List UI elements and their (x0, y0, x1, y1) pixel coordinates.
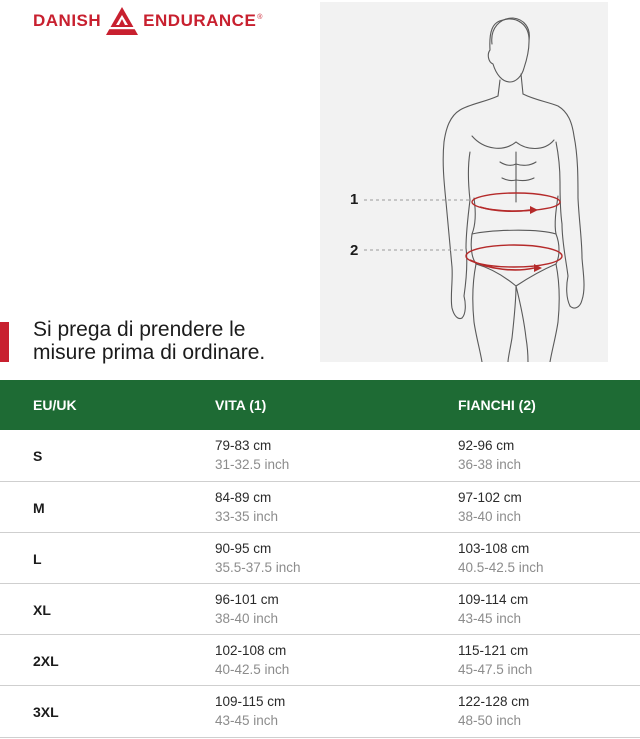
male-body-outline-icon (320, 2, 608, 362)
marker-1-label: 1 (350, 191, 359, 208)
fianchi-cell (458, 692, 529, 730)
vita-cell (215, 436, 289, 474)
vita-inch: 38-40 inch (215, 611, 279, 626)
fianchi-cell (458, 539, 544, 577)
measure-note (33, 318, 313, 364)
registered-mark: ® (257, 14, 263, 21)
brand-word-left: DANISH (33, 11, 102, 30)
note-accent-bar (0, 322, 9, 362)
vita-cm: 79-83 cm (215, 438, 272, 453)
size-cell: 2XL (33, 652, 59, 669)
fianchi-inch: 38-40 inch (458, 509, 522, 524)
note-line-1: Si prega di prendere le (33, 318, 246, 341)
vita-cell (215, 692, 285, 730)
table-row (0, 482, 640, 533)
header-eu-uk: EU/UK (33, 397, 77, 413)
fianchi-cm: 103-108 cm (458, 541, 530, 556)
size-cell: L (33, 550, 42, 567)
vita-cm: 96-101 cm (215, 592, 279, 607)
vita-inch: 40-42.5 inch (215, 662, 290, 677)
vita-cell (215, 488, 278, 526)
table-row (0, 533, 640, 584)
fianchi-cell (458, 436, 521, 474)
note-line-2: misure prima di ordinare. (33, 341, 266, 364)
fianchi-inch: 48-50 inch (458, 713, 522, 728)
vita-cm: 102-108 cm (215, 643, 287, 658)
table-row (0, 584, 640, 635)
table-row (0, 635, 640, 686)
vita-inch: 35.5-37.5 inch (215, 560, 301, 575)
vita-cm: 90-95 cm (215, 541, 272, 556)
fianchi-cell (458, 488, 522, 526)
fianchi-cm: 92-96 cm (458, 438, 515, 453)
fianchi-inch: 36-38 inch (458, 457, 522, 472)
vita-cell (215, 539, 301, 577)
vita-inch: 43-45 inch (215, 713, 279, 728)
header-vita: VITA (1) (215, 397, 267, 413)
fianchi-cell (458, 641, 532, 679)
header-fianchi: FIANCHI (2) (458, 397, 536, 413)
fianchi-cm: 109-114 cm (458, 592, 529, 607)
table-row (0, 430, 640, 482)
vita-cm: 109-115 cm (215, 694, 286, 709)
table-row (0, 686, 640, 738)
size-cell: XL (33, 601, 51, 618)
size-table (0, 380, 640, 738)
fianchi-cm: 97-102 cm (458, 490, 522, 505)
fianchi-cm: 122-128 cm (458, 694, 530, 709)
mountain-logo-icon (105, 6, 139, 36)
vita-cm: 84-89 cm (215, 490, 272, 505)
brand-logo (33, 6, 262, 36)
size-cell: 3XL (33, 704, 59, 720)
vita-cell (215, 590, 279, 628)
size-cell: M (33, 499, 45, 516)
fianchi-cell (458, 590, 528, 628)
marker-2-label: 2 (350, 242, 359, 259)
vita-inch: 33-35 inch (215, 509, 279, 524)
size-cell: S (33, 448, 43, 464)
fianchi-inch: 40.5-42.5 inch (458, 560, 544, 575)
table-header (0, 380, 640, 430)
fianchi-inch: 43-45 inch (458, 611, 522, 626)
vita-inch: 31-32.5 inch (215, 457, 290, 472)
brand-word-right: ENDURANCE (143, 11, 257, 30)
body-measurement-figure (320, 2, 608, 362)
vita-cell (215, 641, 289, 679)
hip-measurement-line (364, 245, 562, 272)
waist-measurement-line (364, 193, 560, 214)
fianchi-inch: 45-47.5 inch (458, 662, 533, 677)
fianchi-cm: 115-121 cm (458, 643, 529, 658)
